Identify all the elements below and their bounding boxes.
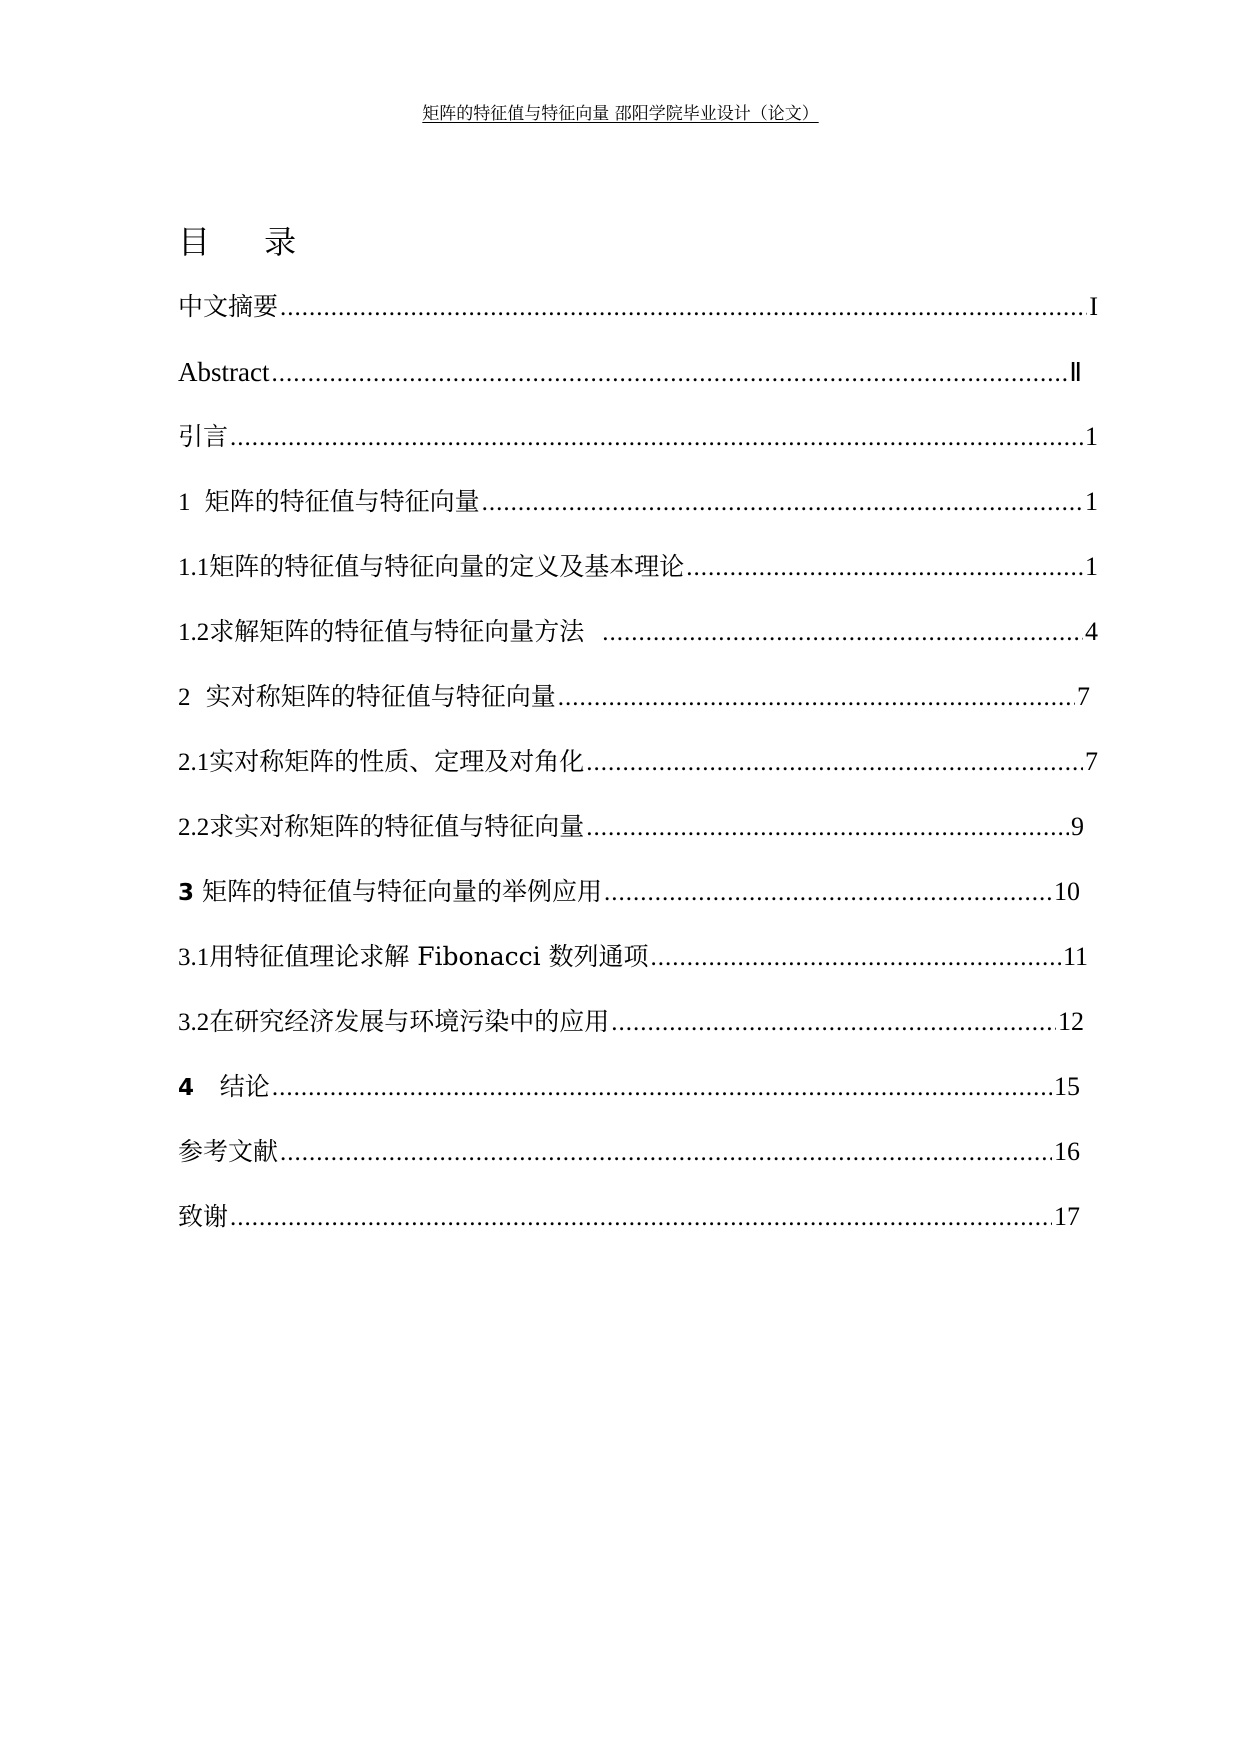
toc-entry-label: 矩阵的特征值与特征向量的举例应用 — [202, 877, 603, 906]
toc-entry-acknowledgements[interactable] — [178, 1200, 1098, 1265]
toc-entry-label: 矩阵的特征值与特征向量 — [204, 487, 480, 516]
toc-entry-page: Ⅱ — [1069, 358, 1082, 387]
toc-entry-label: 中文摘要 — [178, 292, 279, 321]
toc-entry-label: 参考文献 — [178, 1137, 279, 1166]
toc-entry-number: 3.1 — [178, 944, 210, 971]
toc-entry-page: 1 — [1085, 422, 1098, 451]
dot-leader — [230, 1201, 1052, 1235]
toc-entry-page: 10 — [1054, 877, 1080, 906]
toc-entry-section-3-2[interactable] — [178, 1005, 1098, 1070]
dot-leader — [686, 551, 1083, 585]
toc-entry-number: 2 — [178, 684, 191, 711]
dot-leader — [230, 421, 1083, 455]
toc-entry-page: 15 — [1054, 1072, 1080, 1101]
dot-leader — [651, 941, 1061, 975]
dot-leader — [280, 291, 1087, 325]
dot-leader — [604, 876, 1052, 910]
toc-entry-number: 1 — [178, 489, 191, 516]
toc-entry-label: 矩阵的特征值与特征向量的定义及基本理论 — [209, 552, 685, 581]
dot-leader — [602, 616, 1083, 650]
toc-entry-page: 12 — [1058, 1007, 1084, 1036]
toc-entry-references[interactable] — [178, 1135, 1098, 1200]
toc-entry-label: 求实对称矩阵的特征值与特征向量 — [209, 812, 585, 841]
toc-entry-label: 致谢 — [178, 1202, 229, 1231]
dot-leader — [482, 486, 1083, 520]
toc-entry-label: 结论 — [219, 1072, 270, 1101]
toc-entry-section-1-1[interactable] — [178, 550, 1098, 615]
toc-entry-number: 1.2 — [178, 619, 210, 646]
toc-entry-chapter-2[interactable] — [178, 680, 1098, 745]
dot-leader — [271, 357, 1067, 391]
toc-entry-page: 1 — [1085, 552, 1098, 581]
toc-title: 目 录 — [178, 223, 319, 261]
toc-entry-page: I — [1089, 292, 1098, 321]
toc-entry-introduction[interactable] — [178, 420, 1098, 485]
toc-entry-chapter-3[interactable] — [178, 875, 1098, 940]
dot-leader — [280, 1136, 1052, 1170]
running-header-text: 矩阵的特征值与特征向量 邵阳学院毕业设计（论文） — [422, 104, 819, 124]
dot-leader — [586, 811, 1069, 845]
running-header — [0, 104, 1241, 124]
toc-entry-section-1-2[interactable] — [178, 615, 1098, 680]
toc-entry-chapter-1[interactable] — [178, 485, 1098, 550]
toc-entry-section-3-1[interactable] — [178, 940, 1098, 1005]
toc-entry-label: 实对称矩阵的性质、定理及对角化 — [209, 747, 585, 776]
dot-leader — [611, 1006, 1056, 1040]
toc-entry-page: 16 — [1054, 1137, 1080, 1166]
toc-entry-number: 2.2 — [178, 814, 210, 841]
toc-entry-abstract-cn[interactable] — [178, 290, 1098, 355]
toc-entry-label: Abstract — [178, 357, 270, 387]
toc-entry-number: 3 — [178, 880, 195, 906]
toc-entry-label: 用特征值理论求解 Fibonacci 数列通项 — [209, 942, 649, 971]
toc-entry-page: 4 — [1085, 617, 1098, 646]
table-of-contents — [178, 290, 1098, 1265]
toc-entry-page: 1 — [1085, 487, 1098, 516]
dot-leader — [272, 1071, 1052, 1105]
toc-entry-page: 7 — [1077, 682, 1090, 711]
toc-entry-conclusion[interactable] — [178, 1070, 1098, 1135]
dot-leader — [558, 681, 1075, 715]
toc-entry-label: 求解矩阵的特征值与特征向量方法 — [209, 617, 585, 646]
toc-entry-number: 2.1 — [178, 749, 210, 776]
toc-entry-number: 3.2 — [178, 1009, 210, 1036]
toc-entry-label: 在研究经济发展与环境污染中的应用 — [209, 1007, 610, 1036]
toc-entry-section-2-2[interactable] — [178, 810, 1098, 875]
toc-entry-page: 7 — [1085, 747, 1098, 776]
dot-leader — [586, 746, 1083, 780]
toc-entry-page: 17 — [1054, 1202, 1080, 1231]
toc-entry-page: 9 — [1071, 812, 1084, 841]
toc-entry-number: 1.1 — [178, 554, 210, 581]
toc-entry-label: 实对称矩阵的特征值与特征向量 — [205, 682, 556, 711]
toc-entry-page: 11 — [1062, 942, 1088, 971]
toc-entry-number: 4 — [178, 1075, 195, 1101]
toc-entry-section-2-1[interactable] — [178, 745, 1098, 810]
toc-entry-label: 引言 — [178, 422, 229, 451]
toc-entry-abstract-en[interactable] — [178, 355, 1098, 420]
